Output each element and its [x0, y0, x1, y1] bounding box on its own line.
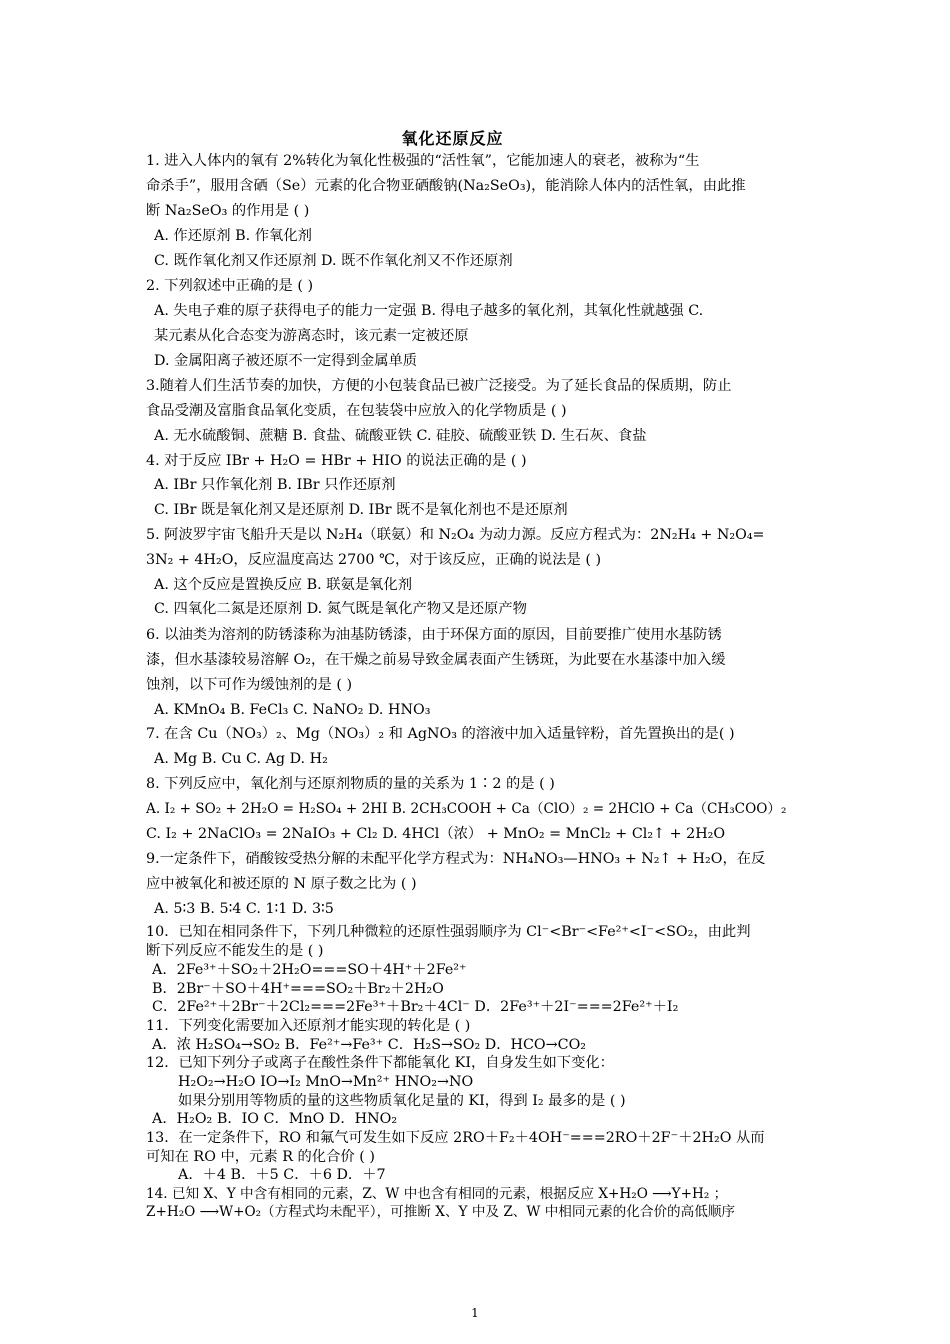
text-line: 应中被氧化和被还原的 N 原子数之比为 ( )	[146, 876, 417, 892]
text-line: 食品受潮及富脂食品氧化变质，在包装袋中应放入的化学物质是 ( )	[146, 403, 567, 419]
text-line: C. IBr 既是氧化剂又是还原剂 D. IBr 既不是氧化剂也不是还原剂	[154, 502, 568, 518]
text-line: A. 5∶3 B. 5∶4 C. 1∶1 D. 3∶5	[154, 901, 334, 917]
text-line: 13．在一定条件下，RO 和氟气可发生如下反应 2RO＋F₂＋4OH⁻===2RO＋2F⁻＋2H₂O 从而	[146, 1130, 765, 1146]
text-line: A. 无水硫酸铜、蔗糖 B. 食盐、硫酸亚铁 C. 硅胶、硫酸亚铁 D. 生石灰、食盐	[154, 428, 647, 444]
text-line: 1. 进入人体内的氧有 2%转化为氧化性极强的“活性氧”，它能加速人的衰老，被称为“生	[146, 153, 700, 169]
text-line: A. KMnO₄ B. FeCl₃ C. NaNO₂ D. HNO₃	[154, 702, 431, 718]
text-line: 漆，但水基漆较易溶解 O₂，在干燥之前易导致金属表面产生锈斑，为此要在水基漆中加入缓	[146, 652, 726, 668]
text-line: A. 失电子难的原子获得电子的能力一定强 B. 得电子越多的氧化剂，其氧化性就越强 C.	[154, 303, 704, 319]
text-line: C. 既作氧化剂又作还原剂 D. 既不作氧化剂又不作还原剂	[154, 253, 513, 269]
text-line: A．H₂O₂ B．IO C．MnO D．HNO₂	[152, 1111, 398, 1127]
text-line: 14. 已知 X、Y 中含有相同的元素，Z、W 中也含有相同的元素，根据反应 X+H₂O ⟶Y+H₂ ；	[146, 1186, 728, 1202]
text-line: 8. 下列反应中，氧化剂与还原剂物质的量的关系为 1∶2 的是 ( )	[146, 776, 555, 792]
text-line: 断下列反应不能发生的是 ( )	[146, 943, 324, 959]
page-title: 氧化还原反应	[401, 129, 504, 148]
text-line: 12．已知下列分子或离子在酸性条件下都能氧化 KI，自身发生如下变化：	[146, 1055, 614, 1071]
text-line: 11．下列变化需要加入还原剂才能实现的转化是 ( )	[146, 1018, 471, 1034]
text-line: 可知在 RO 中，元素 R 的化合价 ( )	[146, 1149, 375, 1165]
text-line: 2. 下列叙述中正确的是 ( )	[146, 278, 314, 294]
text-line: 5. 阿波罗宇宙飞船升天是以 N₂H₄（联氨）和 N₂O₄ 为动力源。反应方程式为：2N₂H₄ + N₂O₄=	[146, 527, 765, 543]
text-line: C. I₂ + 2NaClO₃ = 2NaIO₃ + Cl₂ D. 4HCl（浓） + MnO₂ = MnCl₂ + Cl₂↑ + 2H₂O	[146, 826, 726, 842]
text-line: B．2Br⁻＋SO＋4H⁺===SO₂＋Br₂＋2H₂O	[152, 981, 444, 997]
text-line: 如果分别用等物质的量的这些物质氧化足量的 KI，得到 I₂ 最多的是 ( )	[178, 1093, 626, 1109]
text-line: C．2Fe²⁺＋2Br⁻＋2Cl₂===2Fe³⁺＋Br₂＋4Cl⁻ D．2Fe³⁺＋2I⁻===2Fe²⁺＋I₂	[152, 999, 679, 1015]
text-line: A. Mg B. Cu C. Ag D. H₂	[154, 751, 328, 767]
text-line: D. 金属阳离子被还原不一定得到金属单质	[154, 353, 418, 369]
text-line: 7. 在含 Cu（NO₃）₂、Mg（NO₃）₂ 和 AgNO₃ 的溶液中加入适量锌粉，首先置换出的是( )	[146, 726, 735, 742]
text-line: 蚀剂，以下可作为缓蚀剂的是 ( )	[146, 677, 353, 693]
text-line: 命杀手”，服用含硒（Se）元素的化合物亚硒酸钠(Na₂SeO₃)，能消除人体内的活性氧，由此推	[146, 178, 746, 194]
text-line: A. IBr 只作氧化剂 B. IBr 只作还原剂	[154, 477, 396, 493]
text-line: Z+H₂O ⟶W+O₂（方程式均未配平），可推断 X、Y 中及 Z、W 中相同元素的化合价的高低顺序	[146, 1204, 736, 1220]
text-line: 4. 对于反应 IBr + H₂O = HBr + HIO 的说法正确的是 ( )	[146, 453, 527, 469]
text-line: 断 Na₂SeO₃ 的作用是 ( )	[146, 203, 310, 219]
text-line: 9.一定条件下，硝酸铵受热分解的未配平化学方程式为：NH₄NO₃—HNO₃ + N₂↑ + H₂O，在反	[146, 851, 766, 867]
text-line: 10．已知在相同条件下，下列几种微粒的还原性强弱顺序为 Cl⁻<Br⁻<Fe²⁺<I⁻<SO₂，由此判	[146, 924, 751, 940]
text-line: A．浓 H₂SO₄→SO₂ B．Fe²⁺→Fe³⁺ C．H₂S→SO₂ D．HCO→CO₂	[152, 1037, 587, 1053]
text-line: 3.随着人们生活节奏的加快，方便的小包装食品已被广泛接受。为了延长食品的保质期，防止	[146, 378, 732, 394]
text-line: A. 这个反应是置换反应 B. 联氨是氧化剂	[154, 577, 413, 593]
text-line: 某元素从化合态变为游离态时，该元素一定被还原	[154, 328, 469, 344]
text-line: 6. 以油类为溶剂的防锈漆称为油基防锈漆，由于环保方面的原因，目前要推广使用水基防锈	[146, 627, 722, 643]
page-number: 1	[471, 1306, 479, 1320]
text-line: A. 作还原剂 B. 作氧化剂	[154, 228, 312, 244]
text-line: A. I₂ + SO₂ + 2H₂O = H₂SO₄ + 2HI B. 2CH₃COOH + Ca（ClO）₂ = 2HClO + Ca（CH₃COO）₂	[146, 801, 787, 817]
text-line: C. 四氧化二氮是还原剂 D. 氮气既是氧化产物又是还原产物	[154, 601, 527, 617]
text-line: 3N₂ + 4H₂O，反应温度高达 2700 ℃，对于该反应，正确的说法是 ( )	[146, 552, 602, 568]
text-line: A．＋4 B．＋5 C．＋6 D．＋7	[178, 1167, 386, 1183]
text-line: A．2Fe³⁺＋SO₂＋2H₂O===SO＋4H⁺＋2Fe²⁺	[152, 962, 467, 978]
text-line: H₂O₂→H₂O IO→I₂ MnO→Mn²⁺ HNO₂→NO	[178, 1074, 474, 1090]
